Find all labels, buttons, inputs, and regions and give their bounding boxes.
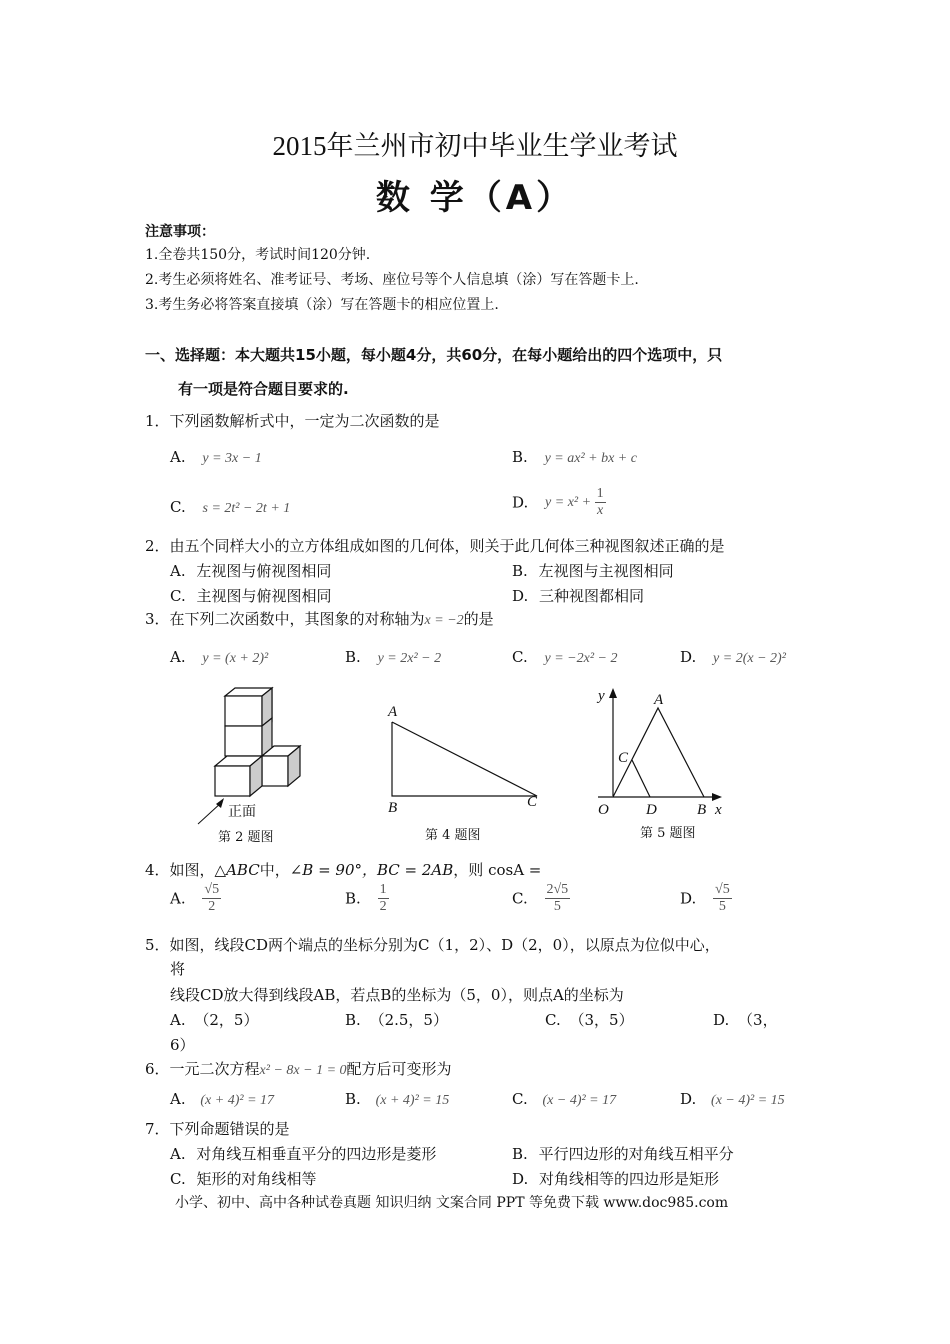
option-label: D. (512, 587, 529, 605)
q1-option-d[interactable] (512, 486, 606, 519)
notice-item: 1.全卷共150分，考试时间120分钟. (145, 247, 371, 263)
vertex-b-label: B (388, 800, 398, 816)
numerator: 1 (596, 486, 604, 501)
q1-option-c[interactable] (170, 498, 290, 517)
option-math: y = x² + (545, 494, 595, 510)
option-label: B. (345, 889, 361, 908)
exam-subject: 数 学（A） (375, 178, 575, 218)
q6-option-d[interactable] (680, 1090, 785, 1109)
stem-math: x² − 8x − 1 = 0 (259, 1063, 347, 1078)
exam-title: 2015年兰州市初中毕业生学业考试 (272, 131, 678, 161)
q3-option-b[interactable] (345, 648, 441, 667)
option-text: 对角线相等的四边形是矩形 (539, 1170, 720, 1188)
option-text: 三种视图都相同 (539, 587, 645, 605)
q6-option-c[interactable] (512, 1090, 616, 1109)
option-label: C. (170, 1170, 186, 1188)
option-label: C. (512, 889, 528, 908)
question-2-stem: 2．由五个同样大小的立方体组成如图的几何体，则关于此几何体三种视图叙述正确的是 (145, 537, 725, 555)
fraction (378, 882, 389, 915)
figure-5-coordinate (590, 684, 735, 819)
option-text: 左视图与主视图相同 (538, 562, 674, 580)
option-label: D. (680, 1090, 697, 1108)
stem-text: 6．一元二次方程 (145, 1060, 260, 1078)
question-7-stem: 7．下列命题错误的是 (145, 1120, 290, 1138)
option-math: (x − 4)² = 15 (711, 1093, 785, 1108)
denominator: 5 (718, 899, 726, 914)
stem-text: ，则 cosA = (453, 861, 542, 879)
fraction (713, 882, 732, 915)
q3-option-d[interactable] (680, 648, 786, 667)
section-heading-cont: 有一项是符合题目要求的. (178, 380, 349, 398)
numerator: 2√5 (546, 882, 569, 897)
figure-2-caption: 第 2 题图 (218, 830, 274, 845)
q2-option-b[interactable] (512, 560, 674, 581)
q5-option-b[interactable] (345, 1009, 448, 1030)
option-label: B. (512, 1145, 528, 1163)
option-text: 对角线互相垂直平分的四边形是菱形 (196, 1145, 437, 1163)
option-math: (x + 4)² = 15 (375, 1093, 450, 1108)
q7-option-b[interactable] (512, 1143, 734, 1164)
option-text: （3，5） (569, 1011, 634, 1029)
option-label: B. (512, 562, 528, 580)
option-text: 主视图与俯视图相同 (196, 587, 332, 605)
option-math: y = 2x² − 2 (377, 651, 442, 666)
point-b-label: B (697, 802, 707, 818)
denominator: 2 (379, 899, 387, 914)
question-1-stem: 1．下列函数解析式中，一定为二次函数的是 (145, 412, 440, 430)
stem-text: 3．在下列二次函数中，其图象的对称轴为 (145, 610, 425, 628)
denominator: 5 (553, 899, 561, 914)
stem-text: 中， (259, 861, 290, 879)
option-label: C. (545, 1011, 561, 1029)
option-label: B. (345, 1090, 361, 1108)
option-math: y = 2(x − 2)² (713, 651, 786, 666)
q4-option-a[interactable] (170, 882, 221, 915)
option-text: 平行四边形的对角线互相平分 (538, 1145, 734, 1163)
figure-4-caption: 第 4 题图 (425, 828, 481, 843)
q3-option-a[interactable] (170, 648, 268, 667)
q5-option-a[interactable] (170, 1009, 258, 1030)
vertex-a-label: A (388, 704, 398, 720)
option-label: D. (512, 493, 529, 512)
q2-option-d[interactable] (512, 585, 644, 606)
stem-math: △ABC (214, 861, 260, 879)
point-a-label: A (654, 692, 664, 708)
option-math: (x − 4)² = 17 (542, 1093, 617, 1108)
question-5-stem: 5．如图，线段CD两个端点的坐标分别为C（1，2）、D（2，0），以原点为位似中心， (145, 936, 720, 954)
origin-label: O (598, 802, 609, 818)
q4-option-d[interactable] (680, 882, 732, 915)
option-label: D. (512, 1170, 529, 1188)
q4-option-b[interactable] (345, 882, 389, 915)
point-c-label: C (618, 750, 629, 766)
stem-text: 4．如图， (145, 861, 215, 879)
q6-option-b[interactable] (345, 1090, 449, 1109)
q2-option-a[interactable] (170, 560, 331, 581)
fraction (202, 882, 221, 915)
numerator: 1 (379, 882, 387, 897)
option-math: s = 2t² − 2t + 1 (202, 501, 291, 516)
q1-option-a[interactable] (170, 448, 262, 467)
option-label: A. (170, 1145, 186, 1163)
point-d-label: D (646, 802, 657, 818)
footer-watermark: 小学、初中、高中各种试卷真题 知识归纳 文案合同 PPT 等免费下载 www.doc985.com (175, 1195, 729, 1211)
x-axis-label: x (715, 802, 722, 818)
numerator: √5 (204, 882, 220, 897)
option-text: （2.5，5） (369, 1011, 448, 1029)
option-label: B. (512, 448, 528, 466)
option-label: C. (170, 498, 186, 516)
option-label: C. (512, 648, 528, 666)
option-text: （3， (738, 1011, 778, 1029)
vertex-c-label: C (527, 794, 538, 810)
fraction (545, 882, 571, 915)
option-math: y = −2x² − 2 (544, 651, 618, 666)
q7-option-d[interactable] (512, 1168, 719, 1189)
q5-option-d[interactable] (713, 1009, 778, 1030)
option-label: B. (345, 1011, 361, 1029)
y-axis-label: y (598, 688, 605, 704)
option-text: （2，5） (194, 1011, 259, 1029)
fraction (595, 486, 606, 519)
denominator: x (596, 503, 604, 518)
option-math: y = (x + 2)² (202, 651, 269, 666)
option-label: A. (170, 1090, 186, 1108)
stem-math: ∠B = 90°，BC = 2AB (289, 861, 454, 879)
option-math: y = ax² + bx + c (544, 451, 637, 466)
option-label: D. (680, 648, 697, 666)
figure-2-cubes (190, 684, 310, 844)
option-math: y = 3x − 1 (202, 451, 262, 466)
notice-heading: 注意事项： (145, 224, 215, 240)
question-5-stem-wrap: 将 (170, 960, 186, 978)
question-3-stem (145, 608, 494, 629)
option-label: D. (680, 889, 697, 908)
q6-option-a[interactable] (170, 1090, 274, 1109)
q7-option-a[interactable] (170, 1143, 436, 1164)
option-label: A. (170, 1011, 186, 1029)
q5-option-c[interactable] (545, 1009, 634, 1030)
option-label: D. (713, 1011, 730, 1029)
question-4-stem (145, 859, 541, 880)
stem-text: 配方后可变形为 (346, 1060, 452, 1078)
option-text: 矩形的对角线相等 (196, 1170, 317, 1188)
q5-option-d-wrap: 6） (170, 1036, 195, 1054)
option-label: A. (170, 889, 186, 908)
q4-option-c[interactable] (512, 882, 570, 915)
question-5-stem-cont: 线段CD放大得到线段AB，若点B的坐标为（5，0），则点A的坐标为 (170, 986, 624, 1004)
notice-item: 3.考生务必将答案直接填（涂）写在答题卡的相应位置上. (145, 297, 499, 313)
front-label: 正面 (228, 804, 256, 820)
denominator: 2 (208, 899, 216, 914)
q7-option-c[interactable] (170, 1168, 317, 1189)
option-label: A. (170, 562, 186, 580)
option-label: B. (345, 648, 361, 666)
section-heading: 一、选择题：本大题共15小题，每小题4分，共60分，在每小题给出的四个选项中，只 (145, 346, 723, 364)
option-math: (x + 4)² = 17 (200, 1093, 275, 1108)
option-label: A. (170, 448, 186, 466)
q3-option-c[interactable] (512, 648, 617, 667)
q2-option-c[interactable] (170, 585, 332, 606)
option-text: 左视图与俯视图相同 (196, 562, 332, 580)
q1-option-b[interactable] (512, 448, 637, 467)
option-label: A. (170, 648, 186, 666)
option-label: C. (512, 1090, 528, 1108)
numerator: √5 (715, 882, 730, 897)
option-label: C. (170, 587, 186, 605)
stem-text: 的是 (463, 610, 494, 628)
question-6-stem (145, 1058, 452, 1079)
stem-math: x = −2 (424, 613, 464, 628)
figure-5-caption: 第 5 题图 (640, 826, 696, 841)
notice-item: 2.考生必须将姓名、准考证号、考场、座位号等个人信息填（涂）写在答题卡上. (145, 272, 639, 288)
figure-4-triangle (380, 698, 550, 818)
